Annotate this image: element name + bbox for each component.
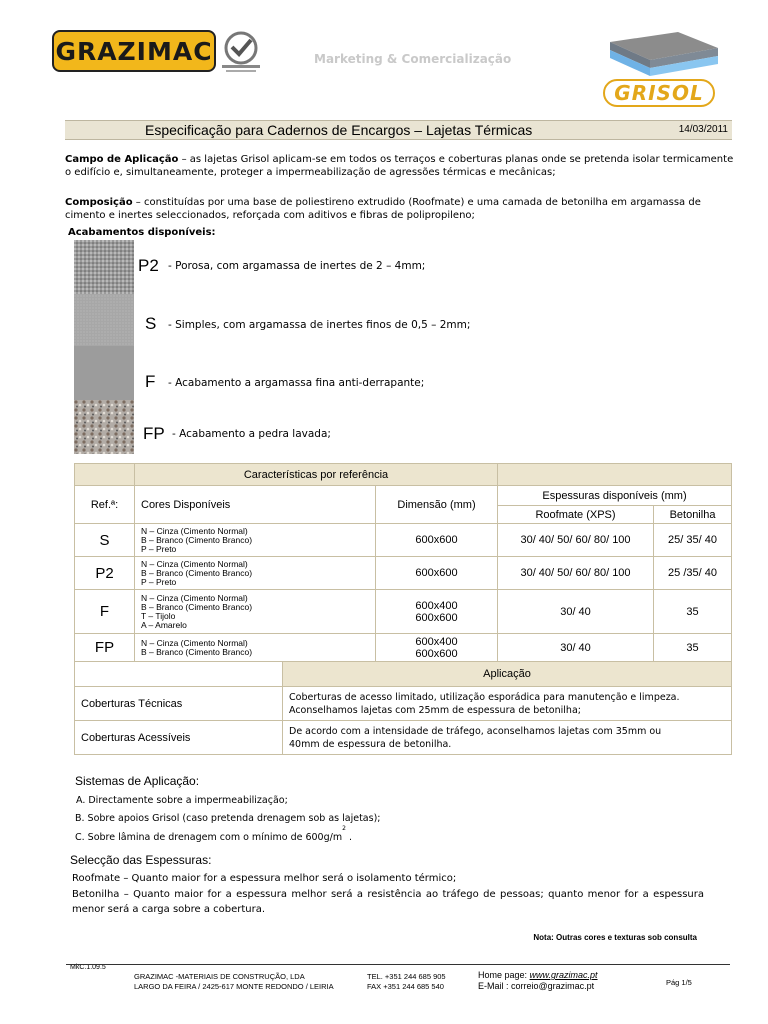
row-colors bbox=[135, 634, 376, 662]
document-title: Especificação para Cadernos de Encargos – Lajetas Térmicas bbox=[145, 122, 533, 138]
color-item: N – Cinza (Cimento Normal) bbox=[141, 525, 248, 536]
color-item: A – Amarelo bbox=[141, 619, 187, 630]
row-dimension: 600x600 bbox=[376, 524, 498, 557]
application-desc bbox=[283, 721, 732, 755]
sistema-b: B. Sobre apoios Grisol (caso pretenda drenagem sob as lajetas); bbox=[75, 813, 381, 824]
desc-line: Aconselhamos lajetas com 25mm de espessura de betonilha; bbox=[289, 704, 581, 716]
group-header: Características por referência bbox=[135, 464, 498, 486]
grisol-logo bbox=[603, 79, 715, 107]
color-item: T – Tijolo bbox=[141, 610, 176, 621]
application-type: Coberturas Acessíveis bbox=[75, 721, 283, 755]
color-item: B – Branco (Cimento Branco) bbox=[141, 646, 253, 657]
footer-company: GRAZIMAC -MATERIAIS DE CONSTRUÇÃO, LDA bbox=[134, 972, 305, 981]
row-dimension: 600x600 bbox=[376, 557, 498, 590]
color-item: N – Cinza (Cimento Normal) bbox=[141, 592, 248, 603]
col-espessuras: Espessuras disponíveis (mm) bbox=[498, 486, 732, 506]
sistema-a: A. Directamente sobre a impermeabilização; bbox=[76, 795, 288, 806]
footer-tel: TEL. +351 244 685 905 bbox=[367, 972, 446, 981]
row-ref: P2 bbox=[75, 557, 135, 590]
row-roofmate: 30/ 40 bbox=[498, 590, 654, 634]
superscript: 2 bbox=[342, 825, 346, 832]
application-type: Coberturas Técnicas bbox=[75, 687, 283, 721]
composicao-text: – constituídas por uma base de poliestireno extrudido (Roofmate) e uma camada de betonilha em argamassa de cimento e inertes seleccionados, reforçada com aditivos e fibras de polipropileno; bbox=[65, 197, 701, 221]
application-desc bbox=[283, 687, 732, 721]
footer-code: MkC.1.09.5 bbox=[70, 964, 106, 971]
dimension-item: 600x600 bbox=[415, 647, 458, 660]
campo-text: – as lajetas Grisol aplicam-se em todos os terraços e coberturas planas onde se pretenda isolar termicamente o edifício e, simultaneamente, proteger a impermeabilização de agressões térmicas e mecânicas; bbox=[65, 154, 734, 178]
characteristics-table bbox=[74, 463, 732, 662]
certification-seal-icon bbox=[218, 30, 264, 76]
email-link[interactable]: correio@grazimac.pt bbox=[511, 981, 595, 991]
color-item: N – Cinza (Cimento Normal) bbox=[141, 637, 248, 648]
row-betonilha: 25 /35/ 40 bbox=[654, 557, 732, 590]
table-row bbox=[75, 524, 732, 557]
document-date: 14/03/2011 bbox=[678, 124, 728, 135]
footer-divider bbox=[66, 964, 730, 965]
table-row bbox=[75, 721, 732, 755]
sistema-c bbox=[75, 825, 352, 844]
homepage-label: Home page: bbox=[478, 970, 530, 980]
lajeta-tile-image bbox=[600, 28, 720, 78]
desc-line: 40mm de espessura de betonilha. bbox=[289, 738, 452, 750]
row-betonilha: 35 bbox=[654, 590, 732, 634]
footer-email bbox=[478, 981, 594, 991]
table-corner bbox=[75, 464, 135, 486]
row-colors bbox=[135, 524, 376, 557]
page-number: Pág 1/5 bbox=[666, 978, 692, 987]
email-label: E-Mail : bbox=[478, 981, 512, 991]
brand-name: GRAZIMAC bbox=[55, 36, 213, 66]
campo-aplicacao bbox=[65, 153, 735, 179]
dimension-item: 600x400 bbox=[415, 635, 458, 648]
row-colors bbox=[135, 557, 376, 590]
application-corner bbox=[75, 662, 283, 687]
application-header: Aplicação bbox=[283, 662, 732, 687]
row-betonilha: 25/ 35/ 40 bbox=[654, 524, 732, 557]
col-ref: Ref.ª: bbox=[75, 486, 135, 524]
row-roofmate: 30/ 40/ 50/ 60/ 80/ 100 bbox=[498, 557, 654, 590]
sistema-c-end: . bbox=[348, 832, 352, 844]
note: Nota: Outras cores e texturas sob consulta bbox=[533, 933, 697, 942]
finish-code-fp: FP bbox=[143, 424, 165, 443]
product-brand-name: GRISOL bbox=[614, 81, 704, 105]
row-dimension bbox=[376, 634, 498, 662]
row-roofmate: 30/ 40 bbox=[498, 634, 654, 662]
acabamentos-label: Acabamentos disponíveis: bbox=[68, 227, 216, 238]
col-dimensao: Dimensão (mm) bbox=[376, 486, 498, 524]
homepage-link[interactable]: www.grazimac.pt bbox=[529, 970, 598, 980]
row-ref: FP bbox=[75, 634, 135, 662]
color-item: B – Branco (Cimento Branco) bbox=[141, 534, 253, 545]
finish-code-f: F bbox=[145, 372, 156, 391]
col-betonilha: Betonilha bbox=[654, 506, 732, 524]
color-item: P – Preto bbox=[141, 576, 177, 587]
col-roofmate: Roofmate (XPS) bbox=[498, 506, 654, 524]
dimension-item: 600x400 bbox=[415, 599, 458, 612]
table-row bbox=[75, 590, 732, 634]
table-row bbox=[75, 634, 732, 662]
dimension-item: 600x600 bbox=[415, 611, 458, 624]
seleccao-betonilha: Betonilha – Quanto maior for a espessura melhor será a resistência ao tráfego de pessoas; quanto menor for a espessura menor será a carga sobre a cobertura. bbox=[72, 889, 704, 915]
row-colors bbox=[135, 590, 376, 634]
finish-desc-s: - Simples, com argamassa de inertes finos de 0,5 – 2mm; bbox=[168, 319, 471, 331]
campo-label: Campo de Aplicação bbox=[65, 154, 179, 165]
seleccao-roofmate: Roofmate – Quanto maior for a espessura melhor será o isolamento térmico; bbox=[72, 873, 457, 884]
finish-swatches-image bbox=[74, 240, 134, 454]
row-betonilha: 35 bbox=[654, 634, 732, 662]
table-row bbox=[75, 687, 732, 721]
color-item: N – Cinza (Cimento Normal) bbox=[141, 558, 248, 569]
composicao bbox=[65, 196, 735, 222]
finish-code-p2: P2 bbox=[138, 256, 159, 275]
finish-code-s: S bbox=[145, 314, 157, 333]
footer-address: LARGO DA FEIRA / 2425-617 MONTE REDONDO / LEIRIA bbox=[134, 982, 334, 991]
grazimac-logo bbox=[52, 30, 216, 72]
finish-desc-p2: - Porosa, com argamassa de inertes de 2 – 4mm; bbox=[168, 260, 426, 272]
application-table bbox=[74, 661, 732, 755]
color-item: B – Branco (Cimento Branco) bbox=[141, 567, 253, 578]
tagline: Marketing & Comercialização bbox=[314, 52, 512, 66]
desc-line: Coberturas de acesso limitado, utilização esporádica para manutenção e limpeza. bbox=[289, 691, 680, 703]
row-roofmate: 30/ 40/ 50/ 60/ 80/ 100 bbox=[498, 524, 654, 557]
sistemas-title: Sistemas de Aplicação: bbox=[75, 774, 200, 788]
seleccao-title: Selecção das Espessuras: bbox=[70, 853, 212, 867]
row-ref: F bbox=[75, 590, 135, 634]
row-ref: S bbox=[75, 524, 135, 557]
title-bar bbox=[65, 120, 732, 140]
footer-fax: FAX +351 244 685 540 bbox=[367, 982, 444, 991]
finish-desc-f: - Acabamento a argamassa fina anti-derrapante; bbox=[168, 377, 425, 389]
finish-desc-fp: - Acabamento a pedra lavada; bbox=[172, 428, 331, 440]
desc-line: De acordo com a intensidade de tráfego, aconselhamos lajetas com 35mm ou bbox=[289, 725, 662, 737]
color-item: P – Preto bbox=[141, 543, 177, 554]
row-dimension bbox=[376, 590, 498, 634]
composicao-label: Composição bbox=[65, 197, 133, 208]
col-cores: Cores Disponíveis bbox=[135, 486, 376, 524]
table-row bbox=[75, 557, 732, 590]
group-header-empty bbox=[498, 464, 732, 486]
color-item: B – Branco (Cimento Branco) bbox=[141, 601, 253, 612]
sistema-c-text: C. Sobre lâmina de drenagem com o mínimo de 600g/m bbox=[75, 832, 343, 844]
footer-homepage bbox=[478, 970, 598, 980]
